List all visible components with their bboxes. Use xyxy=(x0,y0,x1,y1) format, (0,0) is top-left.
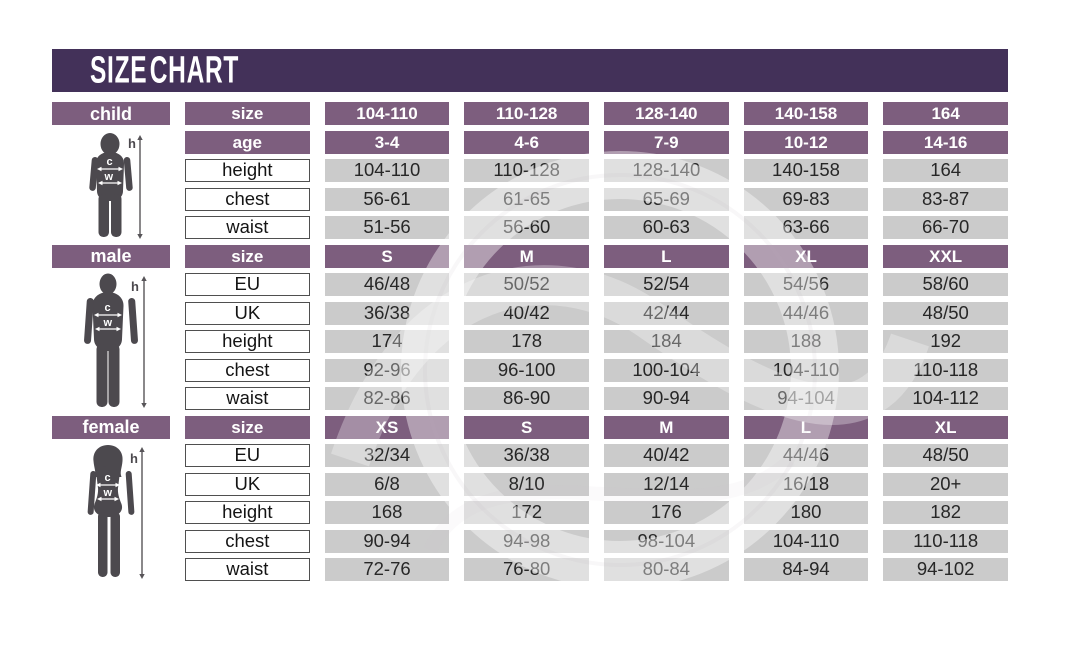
value-cell: 180 xyxy=(744,501,869,524)
value-cell: 84-94 xyxy=(744,558,869,581)
value-cell: 40/42 xyxy=(604,444,729,467)
column-header-cell: 14-16 xyxy=(883,131,1008,154)
value-cell: 42/44 xyxy=(604,302,729,325)
value-cell: 56-60 xyxy=(464,216,589,239)
column-header-cell: 7-9 xyxy=(604,131,729,154)
column-header-cell: 104-110 xyxy=(325,102,450,125)
row-label-female-UK: UK xyxy=(185,473,310,496)
value-cell: 44/46 xyxy=(744,444,869,467)
value-cell: 48/50 xyxy=(883,302,1008,325)
column-header-cell: L xyxy=(744,416,869,439)
male-figure-drawing xyxy=(52,273,170,410)
chest-mark: c xyxy=(106,155,113,168)
height-mark: h xyxy=(128,135,136,151)
value-cell: 184 xyxy=(604,330,729,353)
value-cell: 90-94 xyxy=(325,530,450,553)
value-cell: 32/34 xyxy=(325,444,450,467)
value-cell: 110-128 xyxy=(464,159,589,182)
value-cell: 36/38 xyxy=(464,444,589,467)
column-header-cell: 3-4 xyxy=(325,131,450,154)
value-cell: 51-56 xyxy=(325,216,450,239)
value-cell: 69-83 xyxy=(744,188,869,211)
value-cell: 104-110 xyxy=(325,159,450,182)
value-cell: 61-65 xyxy=(464,188,589,211)
row-label-male-EU: EU xyxy=(185,273,310,296)
waist-mark: w xyxy=(104,170,114,183)
column-header-cell: 128-140 xyxy=(604,102,729,125)
value-cell: 50/52 xyxy=(464,273,589,296)
row-label-female-size: size xyxy=(185,416,310,439)
row-label-male-chest: chest xyxy=(185,359,310,382)
column-header-cell: 140-158 xyxy=(744,102,869,125)
waist-mark: w xyxy=(103,317,113,329)
child-silhouette xyxy=(89,133,133,237)
value-cell: 110-118 xyxy=(883,530,1008,553)
value-cell: 20+ xyxy=(883,473,1008,496)
male-figure xyxy=(52,273,170,410)
value-cell: 104-110 xyxy=(744,530,869,553)
section-label-male: male xyxy=(52,245,170,268)
page-title: SIZE CHART xyxy=(90,48,240,92)
column-header-cell: S xyxy=(325,245,450,268)
child-figure xyxy=(52,131,170,240)
value-cell: 40/42 xyxy=(464,302,589,325)
value-cell: 94-104 xyxy=(744,387,869,410)
row-label-male-height: height xyxy=(185,330,310,353)
value-cell: 192 xyxy=(883,330,1008,353)
column-header-cell: 110-128 xyxy=(464,102,589,125)
row-label-child-size: size xyxy=(185,102,310,125)
column-header-cell: M xyxy=(604,416,729,439)
value-cell: 65-69 xyxy=(604,188,729,211)
value-cell: 82-86 xyxy=(325,387,450,410)
value-cell: 66-70 xyxy=(883,216,1008,239)
column-header-cell: M xyxy=(464,245,589,268)
value-cell: 58/60 xyxy=(883,273,1008,296)
section-label-female: female xyxy=(52,416,170,439)
value-cell: 8/10 xyxy=(464,473,589,496)
value-cell: 86-90 xyxy=(464,387,589,410)
row-label-female-chest: chest xyxy=(185,530,310,553)
value-cell: 46/48 xyxy=(325,273,450,296)
row-label-child-waist: waist xyxy=(185,216,310,239)
column-header-cell: XXL xyxy=(883,245,1008,268)
row-label-male-waist: waist xyxy=(185,387,310,410)
row-label-male-size: size xyxy=(185,245,310,268)
value-cell: 16/18 xyxy=(744,473,869,496)
value-cell: 6/8 xyxy=(325,473,450,496)
column-header-cell: L xyxy=(604,245,729,268)
section-label-child: child xyxy=(52,102,170,125)
row-label-child-age: age xyxy=(185,131,310,154)
size-table xyxy=(52,102,1008,581)
value-cell: 164 xyxy=(883,159,1008,182)
value-cell: 174 xyxy=(325,330,450,353)
value-cell: 176 xyxy=(604,501,729,524)
value-cell: 56-61 xyxy=(325,188,450,211)
value-cell: 188 xyxy=(744,330,869,353)
value-cell: 44/46 xyxy=(744,302,869,325)
value-cell: 104-110 xyxy=(744,359,869,382)
value-cell: 110-118 xyxy=(883,359,1008,382)
female-figure-drawing xyxy=(52,444,170,581)
chest-mark: c xyxy=(104,302,111,314)
row-label-child-height: height xyxy=(185,159,310,182)
title-bar xyxy=(52,49,1008,92)
value-cell: 128-140 xyxy=(604,159,729,182)
column-header-cell: 10-12 xyxy=(744,131,869,154)
column-header-cell: XL xyxy=(883,416,1008,439)
value-cell: 52/54 xyxy=(604,273,729,296)
value-cell: 83-87 xyxy=(883,188,1008,211)
value-cell: 94-98 xyxy=(464,530,589,553)
column-header-cell: 164 xyxy=(883,102,1008,125)
waist-mark: w xyxy=(103,487,113,499)
row-label-child-chest: chest xyxy=(185,188,310,211)
child-figure-drawing xyxy=(52,131,170,239)
height-arrow xyxy=(139,447,144,579)
height-arrow xyxy=(141,276,146,408)
female-silhouette xyxy=(87,445,134,577)
value-cell: 98-104 xyxy=(604,530,729,553)
value-cell: 172 xyxy=(464,501,589,524)
row-label-female-height: height xyxy=(185,501,310,524)
height-arrow xyxy=(137,135,142,239)
value-cell: 36/38 xyxy=(325,302,450,325)
value-cell: 12/14 xyxy=(604,473,729,496)
female-figure xyxy=(52,444,170,581)
value-cell: 80-84 xyxy=(604,558,729,581)
value-cell: 100-104 xyxy=(604,359,729,382)
value-cell: 104-112 xyxy=(883,387,1008,410)
value-cell: 54/56 xyxy=(744,273,869,296)
row-label-male-UK: UK xyxy=(185,302,310,325)
value-cell: 63-66 xyxy=(744,216,869,239)
column-header-cell: S xyxy=(464,416,589,439)
value-cell: 48/50 xyxy=(883,444,1008,467)
value-cell: 76-80 xyxy=(464,558,589,581)
column-header-cell: XS xyxy=(325,416,450,439)
value-cell: 140-158 xyxy=(744,159,869,182)
value-cell: 168 xyxy=(325,501,450,524)
height-mark: h xyxy=(130,451,138,466)
value-cell: 178 xyxy=(464,330,589,353)
value-cell: 92-96 xyxy=(325,359,450,382)
chest-mark: c xyxy=(104,472,111,484)
column-header-cell: 4-6 xyxy=(464,131,589,154)
row-label-female-EU: EU xyxy=(185,444,310,467)
height-mark: h xyxy=(131,279,139,294)
row-label-female-waist: waist xyxy=(185,558,310,581)
value-cell: 182 xyxy=(883,501,1008,524)
value-cell: 96-100 xyxy=(464,359,589,382)
value-cell: 94-102 xyxy=(883,558,1008,581)
value-cell: 72-76 xyxy=(325,558,450,581)
value-cell: 60-63 xyxy=(604,216,729,239)
column-header-cell: XL xyxy=(744,245,869,268)
value-cell: 90-94 xyxy=(604,387,729,410)
